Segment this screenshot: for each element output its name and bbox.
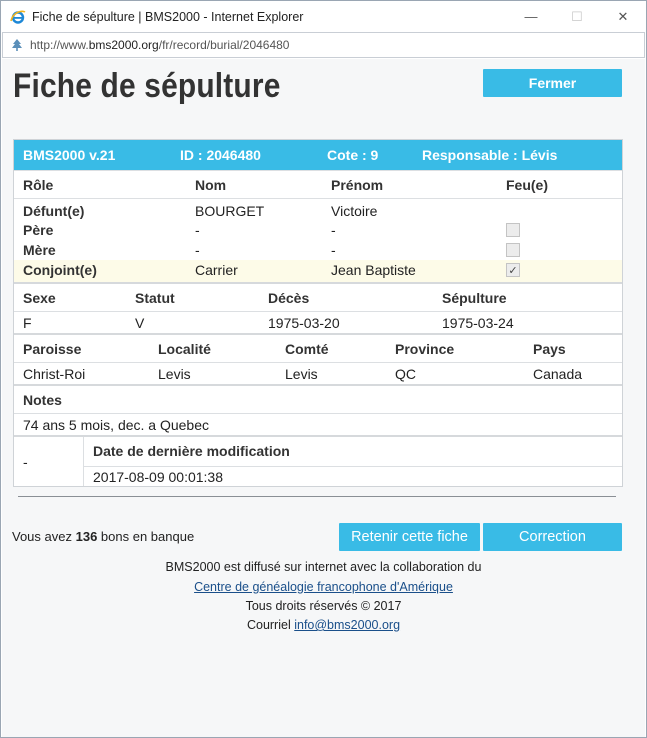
val-comte: Levis	[285, 366, 318, 382]
modification-inner-divider	[83, 466, 622, 467]
col-province: Province	[395, 341, 455, 357]
modification-left-value: -	[23, 454, 28, 470]
val-paroisse: Christ-Roi	[23, 366, 86, 382]
record-responsable: Responsable : Lévis	[422, 147, 558, 163]
col-sepulture: Sépulture	[442, 290, 507, 306]
col-deces: Décès	[268, 290, 310, 306]
window-title: Fiche de sépulture | BMS2000 - Internet Explorer	[32, 9, 304, 24]
correction-button[interactable]: Correction	[483, 523, 622, 551]
burial-record	[13, 139, 623, 487]
footer-line-1: BMS2000 est diffusé sur internet avec la collaboration du	[165, 560, 482, 574]
record-header	[14, 140, 622, 170]
maximize-button: ☐	[571, 8, 583, 24]
modification-label: Date de dernière modification	[93, 443, 290, 459]
notes-label: Notes	[23, 392, 62, 408]
place-header-row	[14, 333, 622, 362]
col-role: Rôle	[23, 177, 54, 193]
notes-header-row	[14, 384, 622, 413]
persons-header-row	[14, 170, 622, 198]
person-role: Père	[23, 222, 54, 238]
url-text	[30, 38, 289, 52]
url-prefix: http://www.	[30, 38, 89, 52]
footer-line-3: Tous droits réservés © 2017	[245, 599, 402, 613]
person-prenom: -	[331, 222, 336, 238]
val-deces: 1975-03-20	[268, 315, 340, 331]
email-link[interactable]: info@bms2000.org	[294, 618, 401, 632]
val-sexe: F	[23, 315, 32, 331]
col-feu: Feu(e)	[506, 177, 548, 193]
cgfa-link[interactable]: Centre de généalogie francophone d'Amérique	[194, 580, 453, 594]
keep-record-button[interactable]: Retenir cette fiche	[339, 523, 480, 551]
person-role: Mère	[23, 242, 56, 258]
close-button[interactable]: Fermer	[483, 69, 622, 97]
person-prenom: -	[331, 242, 336, 258]
val-statut: V	[135, 315, 145, 331]
close-window-button[interactable]: ✕	[617, 8, 629, 24]
person-nom: BOURGET	[195, 203, 265, 219]
person-row-conjoint	[14, 260, 622, 282]
person-row-pere	[14, 220, 622, 240]
person-prenom: Jean Baptiste	[331, 262, 416, 278]
checkmark-icon: ✓	[508, 264, 518, 277]
notes-text: 74 ans 5 mois, dec. a Quebec	[23, 417, 209, 433]
person-role: Défunt(e)	[23, 203, 85, 219]
page-content	[2, 59, 645, 737]
col-pays: Pays	[533, 341, 566, 357]
feu-checkbox	[506, 243, 520, 257]
vitals-value-row	[14, 311, 622, 333]
person-prenom: Victoire	[331, 203, 378, 219]
val-province: QC	[395, 366, 416, 382]
title-bar	[1, 1, 646, 32]
notes-value-row	[14, 413, 622, 435]
page-title: Fiche de sépulture	[13, 67, 281, 105]
person-row-mere	[14, 240, 622, 260]
horizontal-rule	[18, 496, 616, 497]
minimize-button[interactable]: —	[524, 9, 538, 24]
email-prefix: Courriel	[246, 618, 295, 632]
feu-checkbox	[506, 223, 520, 237]
col-statut: Statut	[135, 290, 175, 306]
record-id: ID : 2046480	[180, 147, 261, 163]
val-localite: Levis	[158, 366, 191, 382]
modification-block	[14, 435, 622, 486]
person-nom: Carrier	[195, 262, 238, 278]
person-row-defunt	[14, 198, 622, 220]
url-domain: bms2000.org	[88, 38, 159, 52]
site-favicon-icon	[9, 37, 25, 53]
internet-explorer-icon	[10, 9, 26, 25]
vitals-header-row	[14, 282, 622, 311]
col-comte: Comté	[285, 341, 329, 357]
person-role: Conjoint(e)	[23, 262, 97, 278]
col-localite: Localité	[158, 341, 211, 357]
bank-count: 136	[75, 529, 98, 544]
bank-suffix: bons en banque	[97, 529, 195, 544]
footer-line-2	[2, 580, 645, 594]
record-cote: Cote : 9	[327, 147, 379, 163]
val-pays: Canada	[533, 366, 583, 382]
col-nom: Nom	[195, 177, 227, 193]
feu-checkbox-checked	[506, 263, 520, 277]
url-path: /fr/record/burial/2046480	[158, 38, 290, 52]
bank-credits	[12, 529, 194, 544]
record-version: BMS2000 v.21	[23, 147, 116, 163]
col-paroisse: Paroisse	[23, 341, 82, 357]
val-sepulture: 1975-03-24	[442, 315, 514, 331]
person-nom: -	[195, 222, 200, 238]
place-value-row	[14, 362, 622, 384]
footer-line-4	[2, 618, 645, 632]
bank-prefix: Vous avez	[12, 529, 76, 544]
modification-divider	[83, 437, 84, 486]
address-bar[interactable]	[2, 32, 645, 58]
col-prenom: Prénom	[331, 177, 384, 193]
person-nom: -	[195, 242, 200, 258]
col-sexe: Sexe	[23, 290, 56, 306]
modification-date: 2017-08-09 00:01:38	[93, 469, 223, 485]
